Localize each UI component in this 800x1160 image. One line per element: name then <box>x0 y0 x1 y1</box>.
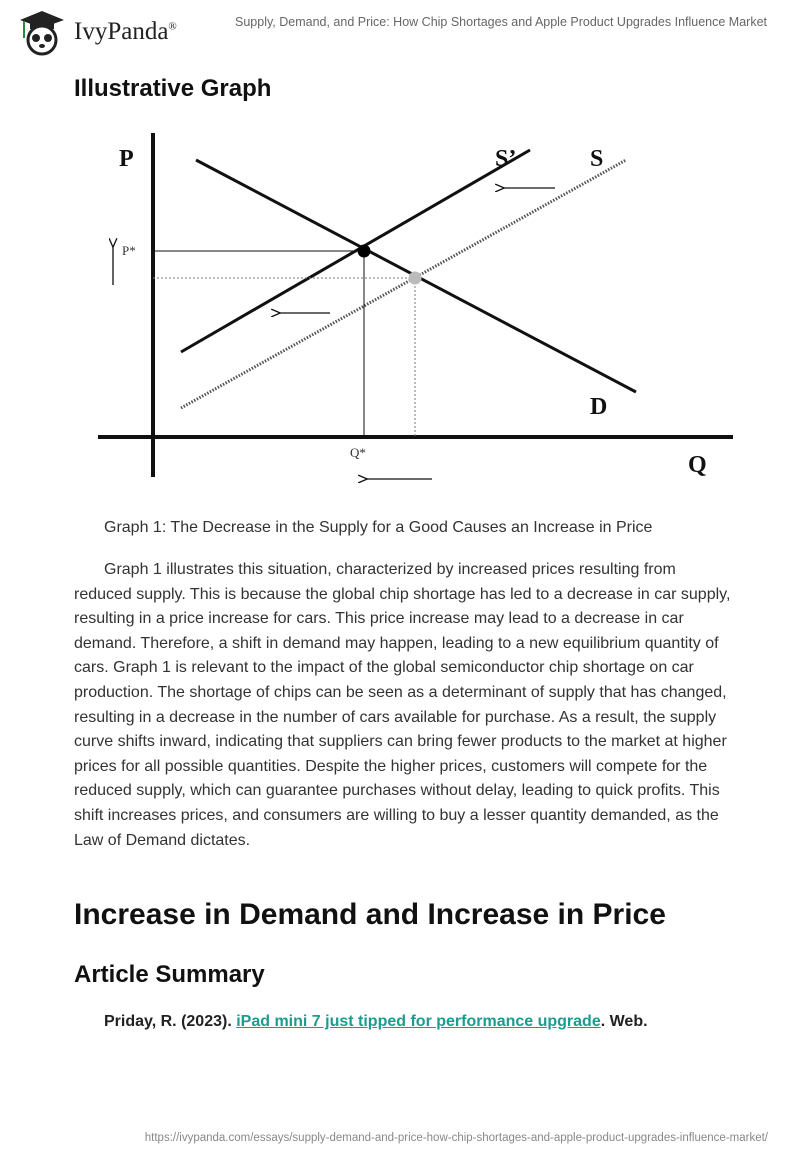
citation-author: Priday, R. (2023). <box>104 1013 232 1030</box>
panda-logo-icon <box>16 8 68 56</box>
logo-text: IvyPanda <box>74 18 169 45</box>
section-heading-article-summary: Article Summary <box>74 961 265 988</box>
supply-curve-original <box>181 160 626 408</box>
section-heading-illustrative-graph: Illustrative Graph <box>74 75 272 102</box>
supply-demand-graph <box>0 120 800 500</box>
citation-link[interactable]: iPad mini 7 just tipped for performance upgrade <box>236 1013 601 1030</box>
graph-caption: Graph 1: The Decrease in the Supply for a Good Causes an Increase in Price <box>104 519 653 536</box>
old-equilibrium-point <box>409 272 422 285</box>
section-heading-increase-demand: Increase in Demand and Increase in Price <box>74 898 666 931</box>
body-paragraph: Graph 1 illustrates this situation, characterized by increased prices resulting from reduced supply. This is because the global chip shortage has led to a decrease in car supply, resulting in a price increase for cars. This price increase may lead to a decrease in car demand. Therefore, a shift in demand may happen, leading to a new equilibrium quantity of cars. Graph 1 is relevant to the impact of the global semiconductor chip shortage on car production. The shortage of chips can be seen as a determinant of supply that has changed, resulting in a decrease in the number of cars available for purchase. As a result, the supply curve shifts inward, indicating that suppliers can bring fewer products to the market at higher prices for all possible quantities. Despite the higher prices, customers will compete for the reduced supply, which can guarantee purchases without delay, leading to quick profits. This shift increases prices, and consumers are willing to buy a lesser quantity demanded, as the Law of Demand dictates. <box>74 561 731 849</box>
logo[interactable] <box>16 8 177 56</box>
q-axis-label: Q <box>688 452 707 478</box>
new-equilibrium-point <box>358 245 371 258</box>
document-title: Supply, Demand, and Price: How Chip Shortages and Apple Product Upgrades Influence Market <box>235 15 768 29</box>
d-label: D <box>590 394 608 420</box>
s-label: S <box>590 146 604 172</box>
footer-url: https://ivypanda.com/essays/supply-demand-and-price-how-chip-shortages-and-apple-product-upgrades-influence-market/ <box>144 1132 768 1144</box>
registered-mark: ® <box>168 20 177 33</box>
q-star-label: Q* <box>350 445 366 460</box>
p-star-label: P* <box>122 243 136 258</box>
s-prime-label: S’ <box>495 146 517 172</box>
citation-suffix: . Web. <box>600 1013 648 1030</box>
p-axis-label: P <box>119 146 134 172</box>
citation <box>104 1013 648 1031</box>
